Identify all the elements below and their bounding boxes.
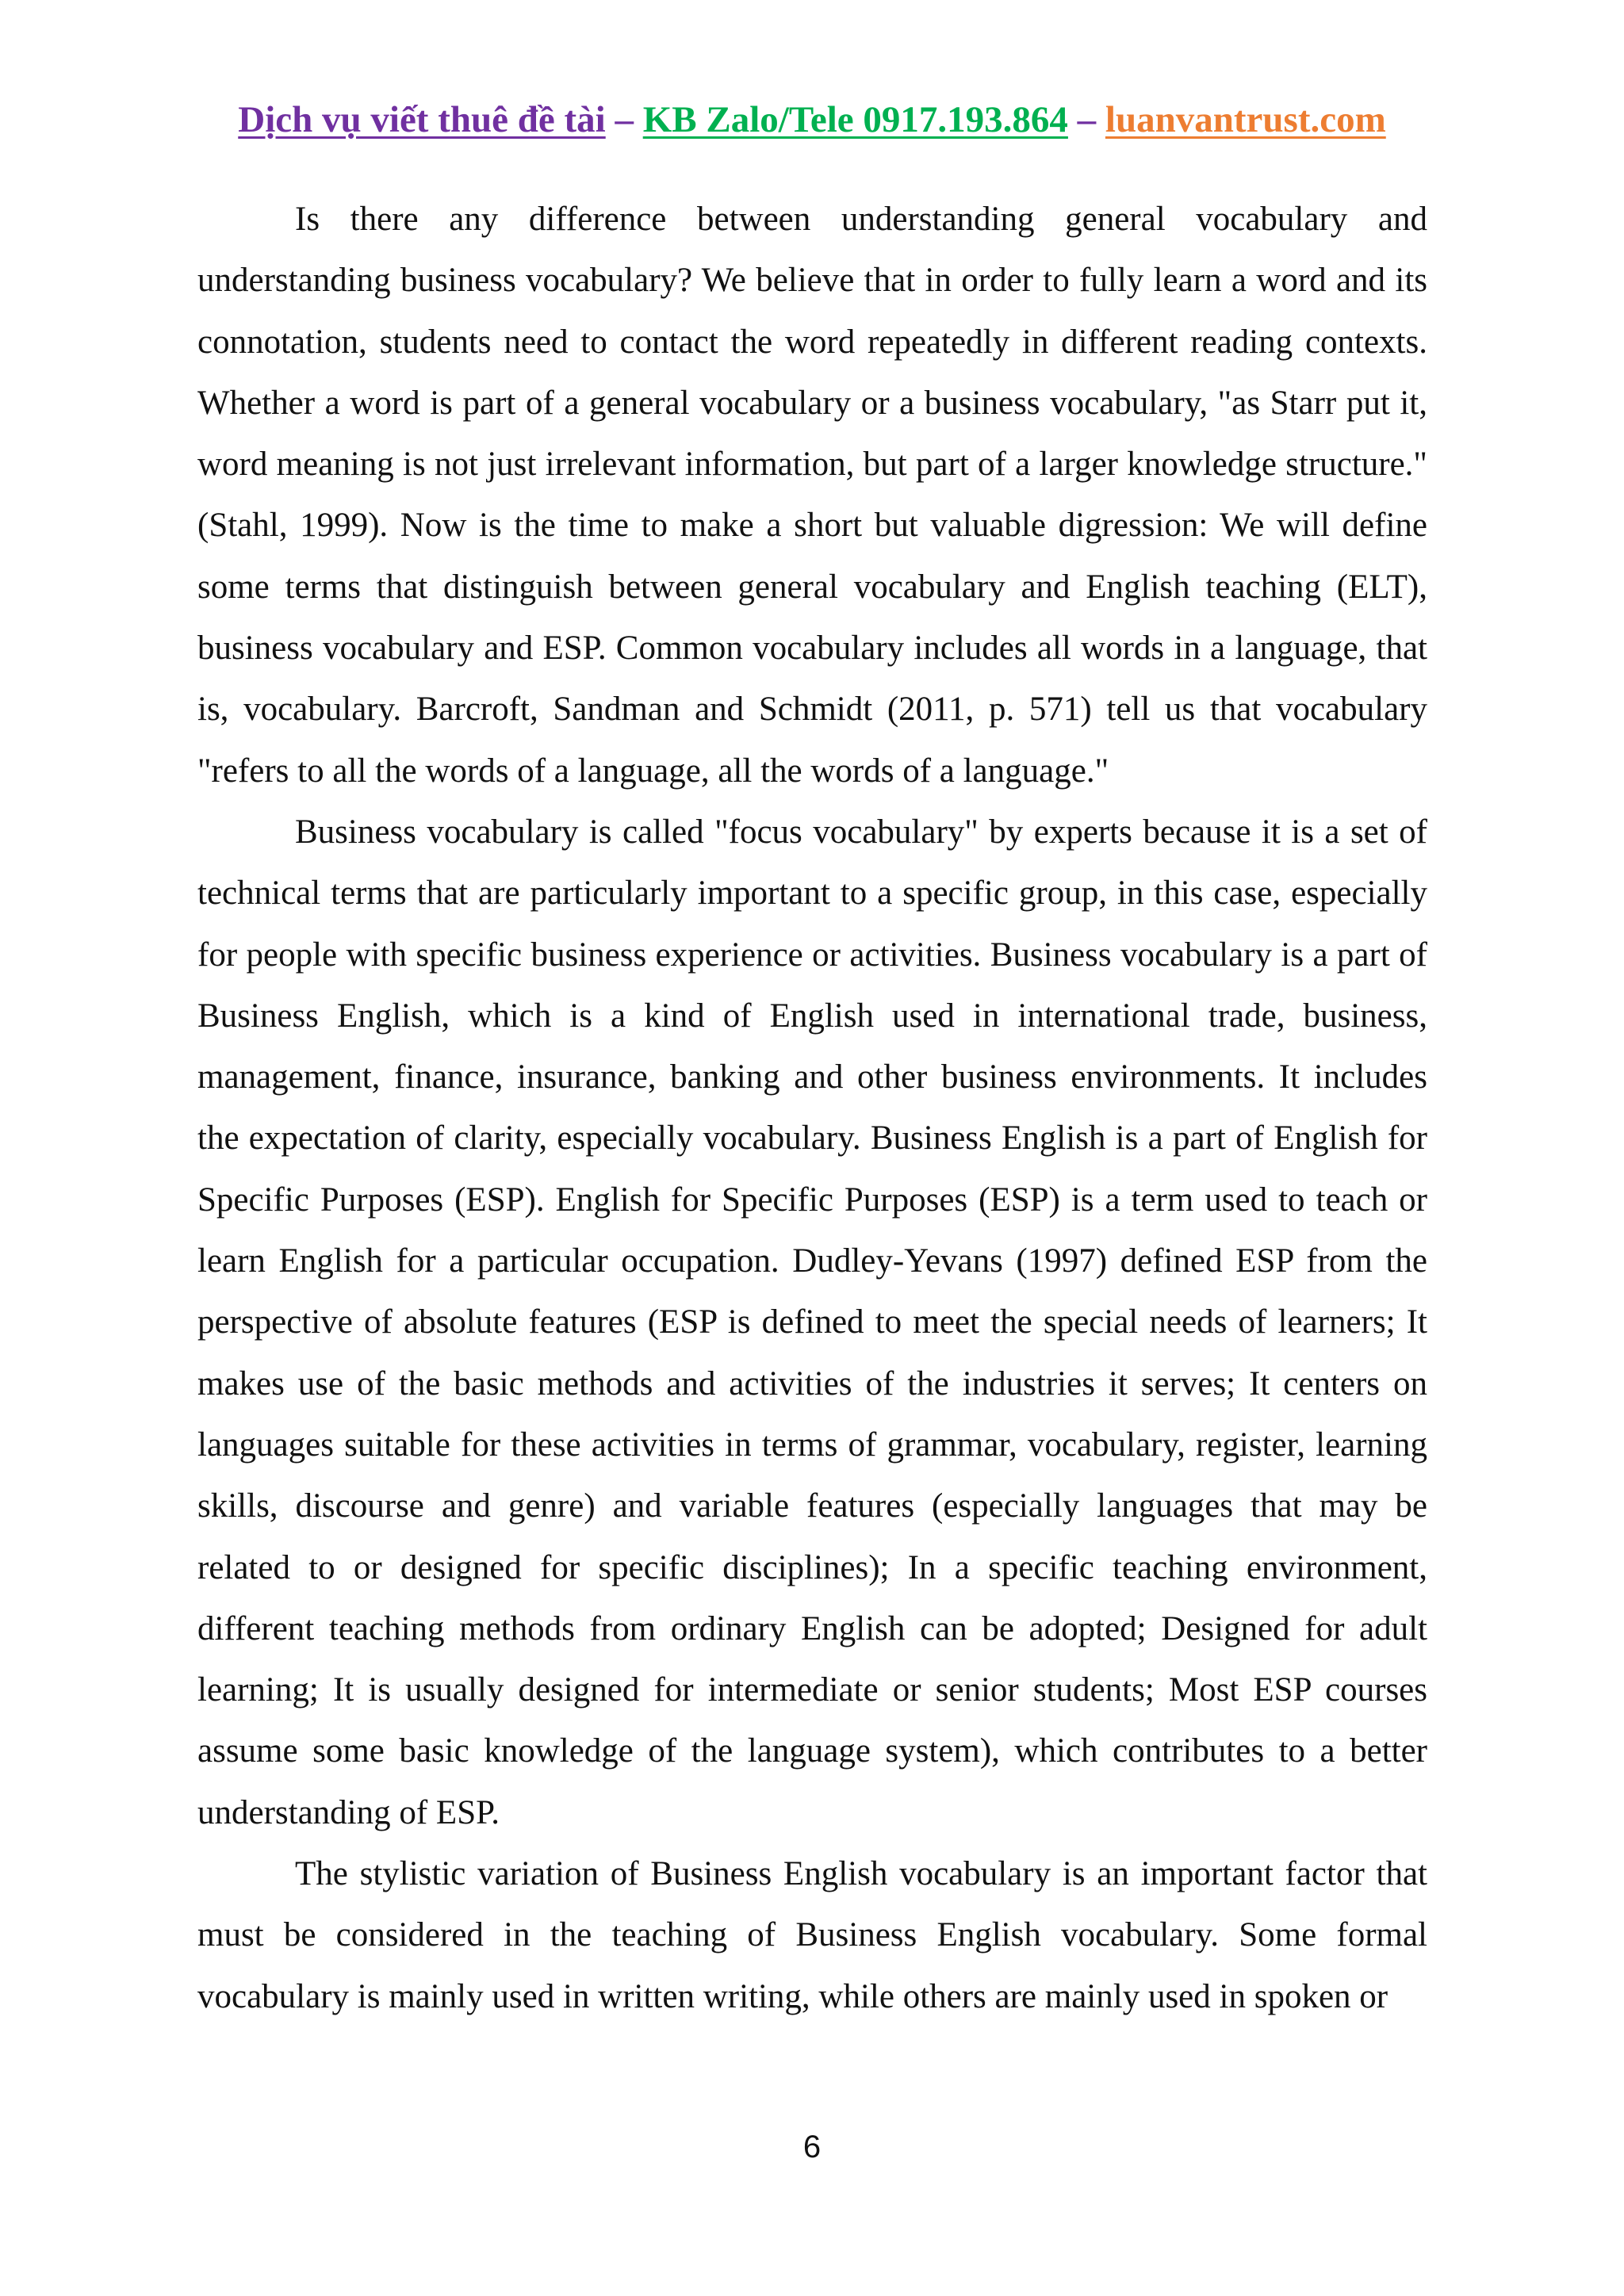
- header-separator: –: [1067, 99, 1105, 140]
- website-link[interactable]: luanvantrust.com: [1105, 99, 1386, 140]
- document-body: [197, 189, 1427, 2027]
- body-paragraph: Business vocabulary is called "focus vocabulary" by experts because it is a set of technical terms that are particularly important to a specific group, in this case, especially for people with specific business experience or activities. Business vocabulary is a part of Business English, which is a kind of English used in international trade, business, management, finance, insurance, banking and other business environments. It includes the expectation of clarity, especially vocabulary. Business English is a part of English for Specific Purposes (ESP). English for Specific Purposes (ESP) is a term used to teach or learn English for a particular occupation. Dudley-Yevans (1997) defined ESP from the perspective of absolute features (ESP is defined to meet the special needs of learners; It makes use of the basic methods and activities of the industries it serves; It centers on languages suitable for these activities in terms of grammar, vocabulary, register, learning skills, discourse and genre) and variable features (especially languages that may be related to or designed for specific disciplines); In a specific teaching environment, different teaching methods from ordinary English can be adopted; Designed for adult learning; It is usually designed for intermediate or senior students; Most ESP courses assume some basic knowledge of the language system), which contributes to a better understanding of ESP.: [197, 813, 1427, 1831]
- page-header: [0, 94, 1624, 146]
- header-separator: –: [605, 99, 643, 140]
- service-link[interactable]: Dịch vụ viết thuê đề tài: [238, 99, 606, 140]
- body-paragraph: The stylistic variation of Business English vocabulary is an important factor that must be considered in the teaching of Business English vocabulary. Some formal vocabulary is mainly used in written writing, while others are mainly used in spoken or: [197, 1855, 1427, 2015]
- body-paragraph: Is there any difference between understanding general vocabulary and understanding business vocabulary? We believe that in order to fully learn a word and its connotation, students need to contact the word repeatedly in different reading contexts. Whether a word is part of a general vocabulary or a business vocabulary, "as Starr put it, word meaning is not just irrelevant information, but part of a larger knowledge structure." (Stahl, 1999). Now is the time to make a short but valuable digression: We will define some terms that distinguish between general vocabulary and English teaching (ELT), business vocabulary and ESP. Common vocabulary includes all words in a language, that is, vocabulary. Barcroft, Sandman and Schmidt (2011, p. 571) tell us that vocabulary "refers to all the words of a language, all the words of a language.": [197, 201, 1427, 790]
- contact-link[interactable]: KB Zalo/Tele 0917.193.864: [642, 99, 1068, 140]
- page-number: 6: [802, 2130, 822, 2164]
